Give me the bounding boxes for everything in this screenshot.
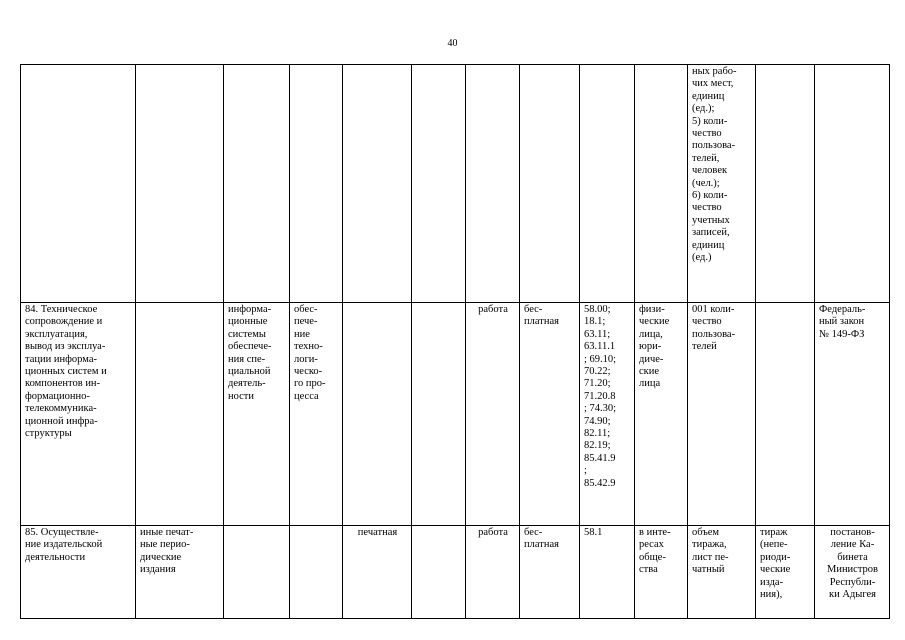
cell-payment: бес- платная: [520, 303, 580, 526]
cell-content-1: информа- ционные системы обеспече- ния спе- циальной деятель- ности: [224, 303, 290, 526]
table-row-84: [21, 303, 890, 526]
cell-type: работа: [466, 303, 520, 526]
cell-consumers: [635, 65, 688, 303]
table-row-85: [21, 526, 890, 619]
cell-content-1: [224, 65, 290, 303]
table-row-continuation: [21, 65, 890, 303]
cell-okved: 58.1: [580, 526, 635, 619]
cell-condition-2: [412, 65, 466, 303]
cell-payment: бес- платная: [520, 526, 580, 619]
cell-category: иные печат- ные перио- дические издания: [136, 526, 224, 619]
cell-content-1: [224, 526, 290, 619]
cell-consumers: в инте- ресах обще- ства: [635, 526, 688, 619]
cell-category: [136, 65, 224, 303]
cell-content-2: [290, 526, 343, 619]
cell-condition-1: [343, 303, 412, 526]
cell-condition-2: [412, 526, 466, 619]
page-number: 40: [447, 38, 458, 49]
cell-content-2: обес- пече- ние техно- логи- ческо- го про- цесса: [290, 303, 343, 526]
cell-quality-indicators: [756, 303, 815, 526]
cell-condition-1: печатная: [343, 526, 412, 619]
cell-category: [136, 303, 224, 526]
cell-payment: [520, 65, 580, 303]
cell-legal-basis: Федераль- ный закон № 149-ФЗ: [815, 303, 890, 526]
cell-content-2: [290, 65, 343, 303]
cell-quality-indicators: тираж (непе- риоди- ческие изда- ния),: [756, 526, 815, 619]
cell-volume-indicators: ных рабо- чих мест, единиц (ед.); 5) коли- чество пользова- телей, человек (чел.); 6) коли- чество учетных записей, единиц (ед.): [688, 65, 756, 303]
services-register-table: [20, 64, 890, 619]
cell-service-name: [21, 65, 136, 303]
cell-type: [466, 65, 520, 303]
cell-volume-indicators: объем тиража, лист пе- чатный: [688, 526, 756, 619]
cell-type: работа: [466, 526, 520, 619]
cell-okved: 58.00; 18.1; 63.11; 63.11.1 ; 69.10; 70.22; 71.20; 71.20.8 ; 74.30; 74.90; 82.11; 82.19; 85.41.9 ; 85.42.9: [580, 303, 635, 526]
cell-legal-basis: постанов- ление Ка- бинета Министров Республи- ки Адыгея: [815, 526, 890, 619]
cell-condition-2: [412, 303, 466, 526]
cell-okved: [580, 65, 635, 303]
cell-service-name: 84. Техническое сопровождение и эксплуатация, вывод из эксплуа- тации информа- ционных систем и компонентов ин- формационно- телекоммуника- ционной инфра- структуры: [21, 303, 136, 526]
cell-service-name: 85. Осуществле- ние издательской деятельности: [21, 526, 136, 619]
cell-legal-basis: [815, 65, 890, 303]
cell-condition-1: [343, 65, 412, 303]
cell-consumers: физи- ческие лица, юри- диче- ские лица: [635, 303, 688, 526]
cell-quality-indicators: [756, 65, 815, 303]
cell-volume-indicators: 001 коли- чество пользова- телей: [688, 303, 756, 526]
